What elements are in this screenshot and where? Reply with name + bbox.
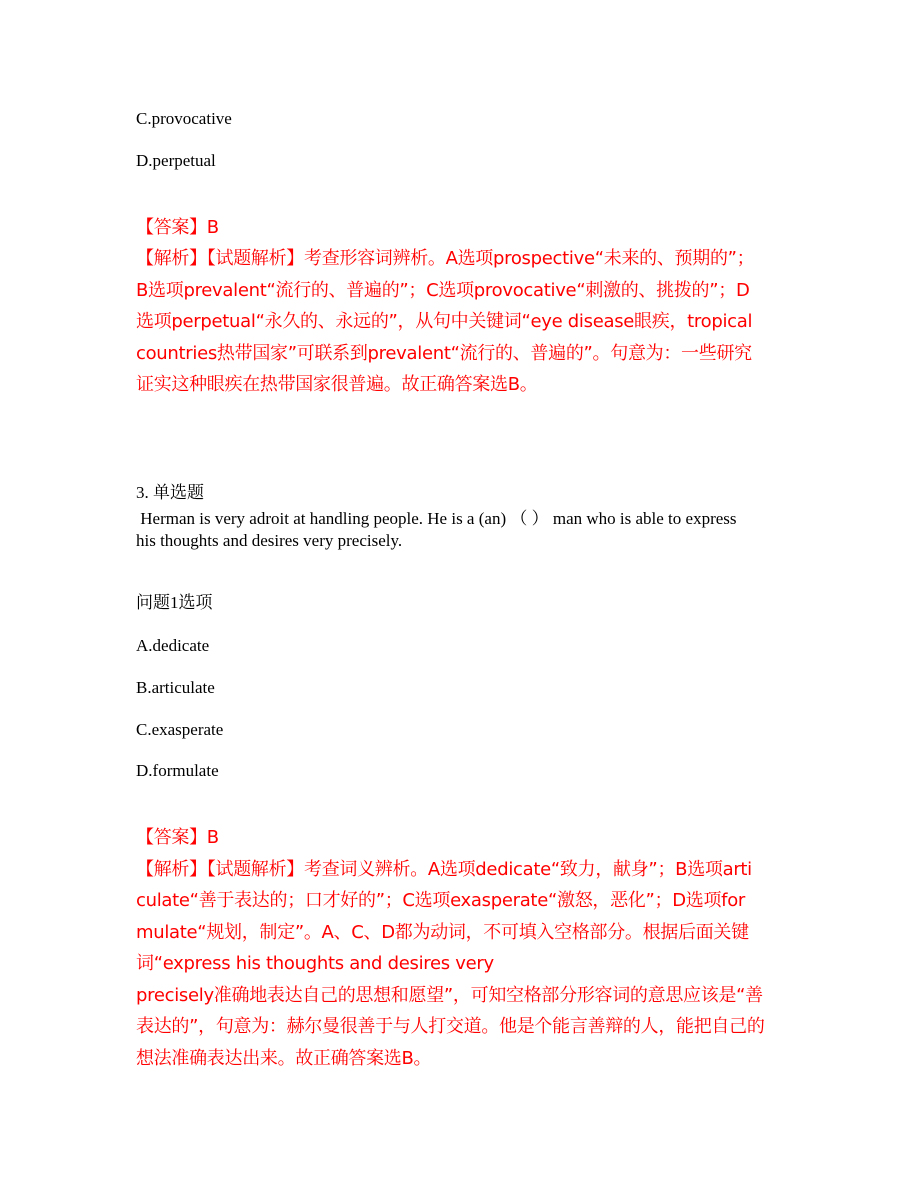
- q3-option-a: A.dedicate: [136, 636, 210, 655]
- q2-explanation-line: 选项perpetual“永久的、永远的”，从句中关键词“eye disease眼疾，tropical: [136, 311, 753, 332]
- q3-explanation-line: culate“善于表达的；口才好的”；C选项exasperate“激怒，恶化”；D选项for: [136, 890, 746, 911]
- q2-explanation-line: 证实这种眼疾在热带国家很普遍。故正确答案选B。: [136, 374, 538, 395]
- q2-option-d: D.perpetual: [136, 151, 216, 170]
- q3-stem-line: Herman is very adroit at handling people. He is a (an) （ ） man who is able to express: [136, 509, 737, 528]
- q2-explanation-line: countries热带国家”可联系到prevalent“流行的、普遍的”。句意为：一些研究: [136, 343, 752, 364]
- q3-options-prompt: 问题1选项: [136, 593, 213, 612]
- q2-answer: 【答案】B: [136, 217, 219, 238]
- q3-answer: 【答案】B: [136, 827, 219, 848]
- q3-explanation-line: 想法准确表达出来。故正确答案选B。: [136, 1048, 432, 1069]
- q2-explanation-line: B选项prevalent“流行的、普遍的”；C选项provocative“刺激的、挑拨的”；D: [136, 280, 750, 301]
- q3-stem-line: his thoughts and desires very precisely.: [136, 531, 403, 550]
- q3-option-b: B.articulate: [136, 678, 215, 697]
- q2-explanation-line: 【解析】【试题解析】考查形容词辨析。A选项prospective“未来的、预期的”；: [136, 248, 755, 269]
- q3-heading: 3. 单选题: [136, 483, 204, 502]
- q3-explanation-line: precisely准确地表达自己的思想和愿望”，可知空格部分形容词的意思应该是“善: [136, 985, 763, 1006]
- q3-explanation-line: 【解析】【试题解析】考查词义辨析。A选项dedicate“致力，献身”；B选项arti: [136, 859, 752, 880]
- q3-explanation-line: 词“express his thoughts and desires very: [136, 953, 494, 974]
- q3-explanation-line: 表达的”，句意为：赫尔曼很善于与人打交道。他是个能言善辩的人，能把自己的: [136, 1016, 765, 1037]
- q3-explanation-line: mulate“规划，制定”。A、C、D都为动词，不可填入空格部分。根据后面关键: [136, 922, 749, 943]
- q3-option-d: D.formulate: [136, 761, 219, 780]
- q2-option-c: C.provocative: [136, 109, 232, 128]
- q3-option-c: C.exasperate: [136, 720, 224, 739]
